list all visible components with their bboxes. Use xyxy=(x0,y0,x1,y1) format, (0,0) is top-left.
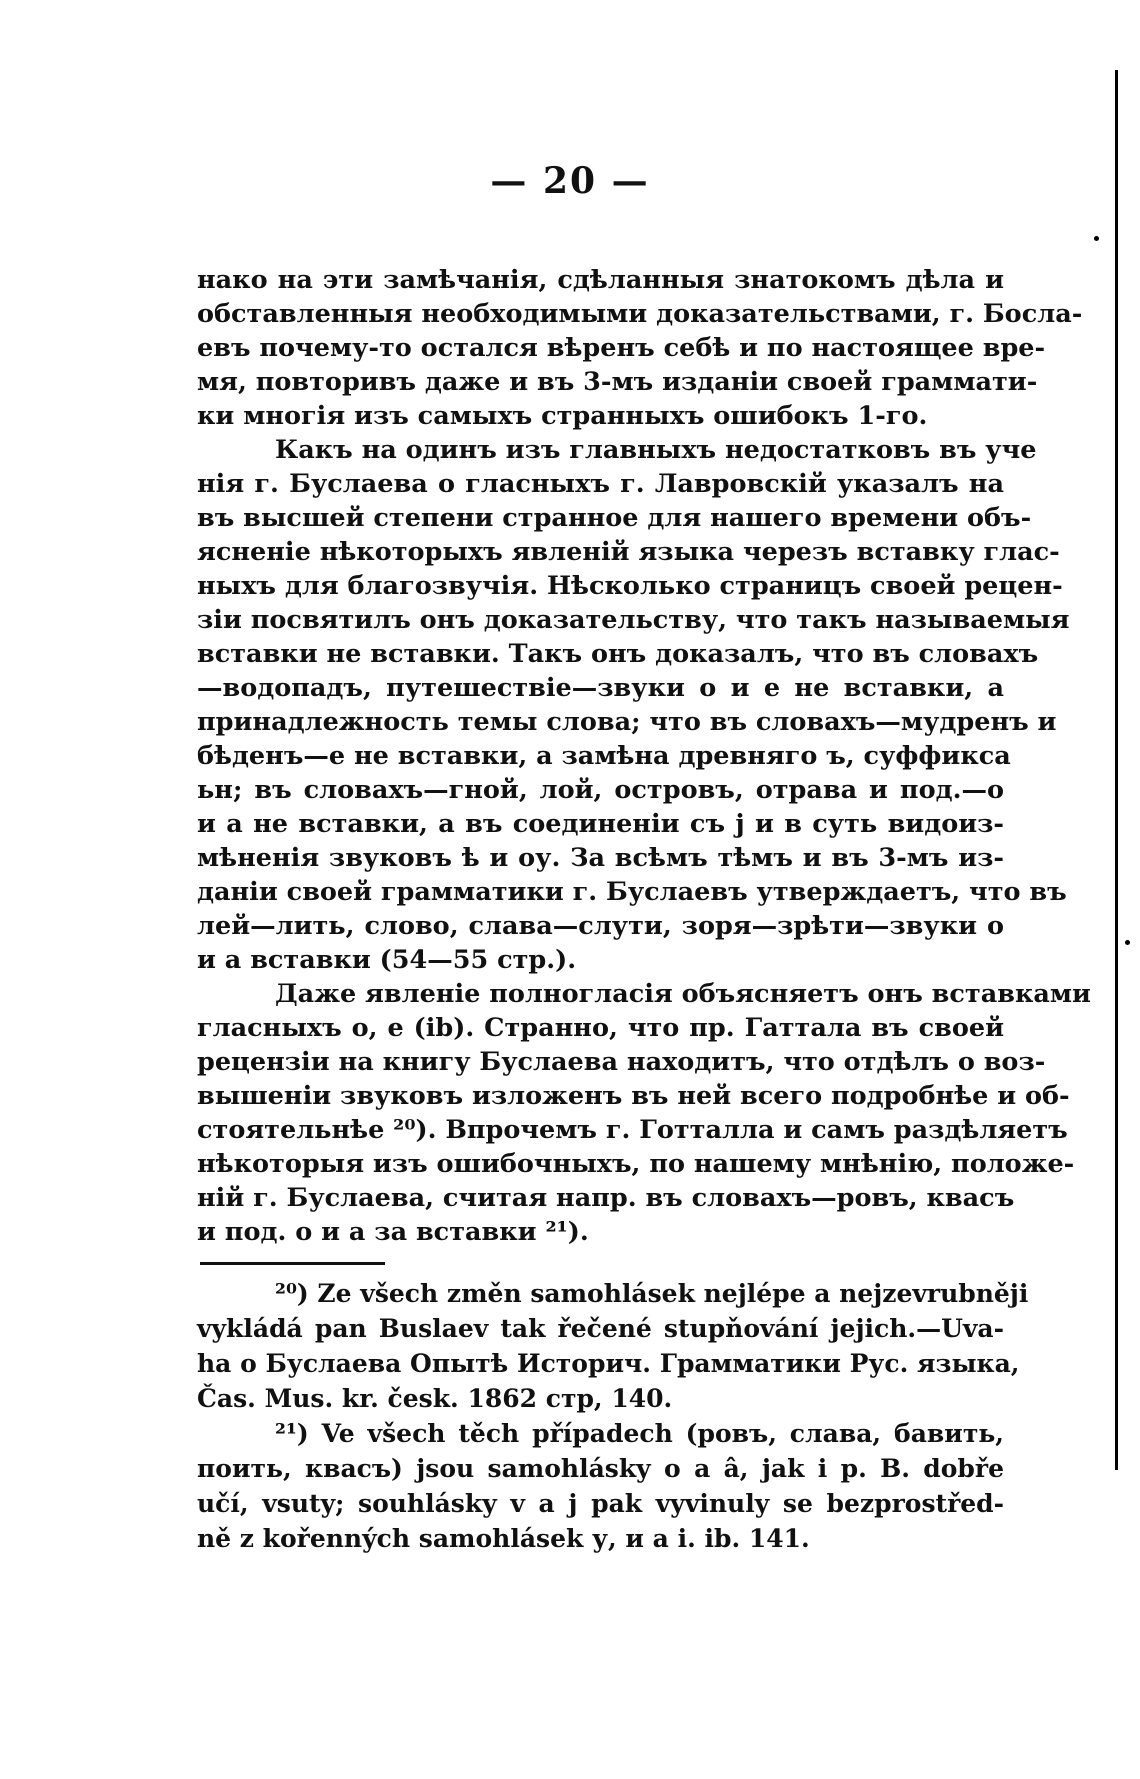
text-line: ясненіе нѣкоторыхъ явленій языка черезъ вставку глас- xyxy=(197,537,1060,567)
text-line: ьн; въ словахъ—гной, лой, островъ, отрава и под.—о xyxy=(197,775,1004,805)
text-line: бѣденъ—е не вставки, а замѣна древняго ъ, суффикса xyxy=(197,741,1011,771)
page-edge-line xyxy=(1115,70,1118,1470)
text-line: стоятельнѣе ²⁰). Впрочемъ г. Готталла и самъ раздѣляетъ xyxy=(197,1115,1068,1145)
text-line: ныхъ для благозвучія. Нѣсколько страницъ своей рецен- xyxy=(197,571,1063,601)
footnote-line: vykládá pan Buslaev tak řečené stupňování jejich.—Uva- xyxy=(197,1314,1004,1343)
footnote-line: učí, vsuty; souhlásky v a j pak vyvinuly se bezprostřed- xyxy=(197,1489,1004,1518)
footnote-line: ně z kořenných samohlásek у, и a i. ib. 141. xyxy=(197,1524,810,1553)
footnote-divider xyxy=(200,1262,385,1265)
text-line: нако на эти замѣчанія, сдѣланныя знатокомъ дѣла и xyxy=(197,265,1004,295)
text-line: ній г. Буслаева, считая напр. въ словахъ—ровъ, квасъ xyxy=(197,1183,1015,1213)
text-line: даніи своей грамматики г. Буслаевъ утверждаетъ, что въ xyxy=(197,877,1067,907)
main-text xyxy=(197,263,1091,1249)
text-line: —водопадъ, путешествіе—звуки о и е не вставки, а xyxy=(197,673,1004,703)
scan-speck xyxy=(1094,236,1099,241)
text-line: мя, повторивъ даже и въ 3-мъ изданіи своей граммати- xyxy=(197,367,1038,397)
page-number: — 20 — xyxy=(490,160,650,202)
footnotes xyxy=(197,1276,1029,1556)
text-line: ки многія изъ самыхъ странныхъ ошибокъ 1-го. xyxy=(197,401,928,431)
footnote-line: ²⁰) Ze všech změn samohlásek nejlépe a nejzevrubněji xyxy=(275,1279,1029,1308)
footnote-line: ha o Буслаева Опытѣ Историч. Грамматики Рус. языка, xyxy=(197,1349,1020,1378)
text-line: мѣненія звуковъ ѣ и оу. За всѣмъ тѣмъ и въ 3-мъ из- xyxy=(197,843,1004,873)
text-line: принадлежность темы слова; что въ словахъ—мудренъ и xyxy=(197,707,1057,737)
text-line: зіи посвятилъ онъ доказательству, что такъ называемыя xyxy=(197,605,1070,635)
text-line: и а не вставки, а въ соединеніи съ j и в суть видоиз- xyxy=(197,809,1004,839)
text-line: Какъ на одинъ изъ главныхъ недостатковъ въ уче xyxy=(275,435,1037,465)
text-line: нѣкоторыя изъ ошибочныхъ, по нашему мнѣнію, положе- xyxy=(197,1149,1075,1179)
footnote-line: ²¹) Ve všech těch případech (ровъ, слава, бавить, xyxy=(275,1419,1004,1448)
footnote-line: Čas. Mus. kr. česk. 1862 стр, 140. xyxy=(197,1384,673,1413)
text-line: Даже явленіе полногласія объясняетъ онъ вставками xyxy=(275,979,1091,1009)
text-line: и под. о и а за вставки ²¹). xyxy=(197,1217,589,1247)
text-line: вставки не вставки. Такъ онъ доказалъ, что въ словахъ xyxy=(197,639,1039,669)
text-line: евъ почему-то остался вѣренъ себѣ и по настоящее вре- xyxy=(197,333,1046,363)
footnote-line: поить, квасъ) jsou samohlásky о а â, jak i p. B. dobře xyxy=(197,1454,1004,1483)
text-line: нія г. Буслаева о гласныхъ г. Лавровскій указалъ на xyxy=(197,469,1004,499)
text-line: и а вставки (54—55 стр.). xyxy=(197,945,577,975)
text-line: вышеніи звуковъ изложенъ въ ней всего подробнѣе и об- xyxy=(197,1081,1070,1111)
text-line: въ высшей степени странное для нашего времени объ- xyxy=(197,503,1032,533)
text-line: рецензіи на книгу Буслаева находитъ, что отдѣлъ о воз- xyxy=(197,1047,1046,1077)
text-line: обставленныя необходимыми доказательствами, г. Босла- xyxy=(197,299,1083,329)
text-line: лей—лить, слово, слава—слути, зоря—зрѣти—звуки о xyxy=(197,911,1004,941)
scan-speck xyxy=(1125,940,1130,945)
text-line: гласныхъ о, е (ib). Странно, что пр. Гаттала въ своей xyxy=(197,1013,1004,1043)
